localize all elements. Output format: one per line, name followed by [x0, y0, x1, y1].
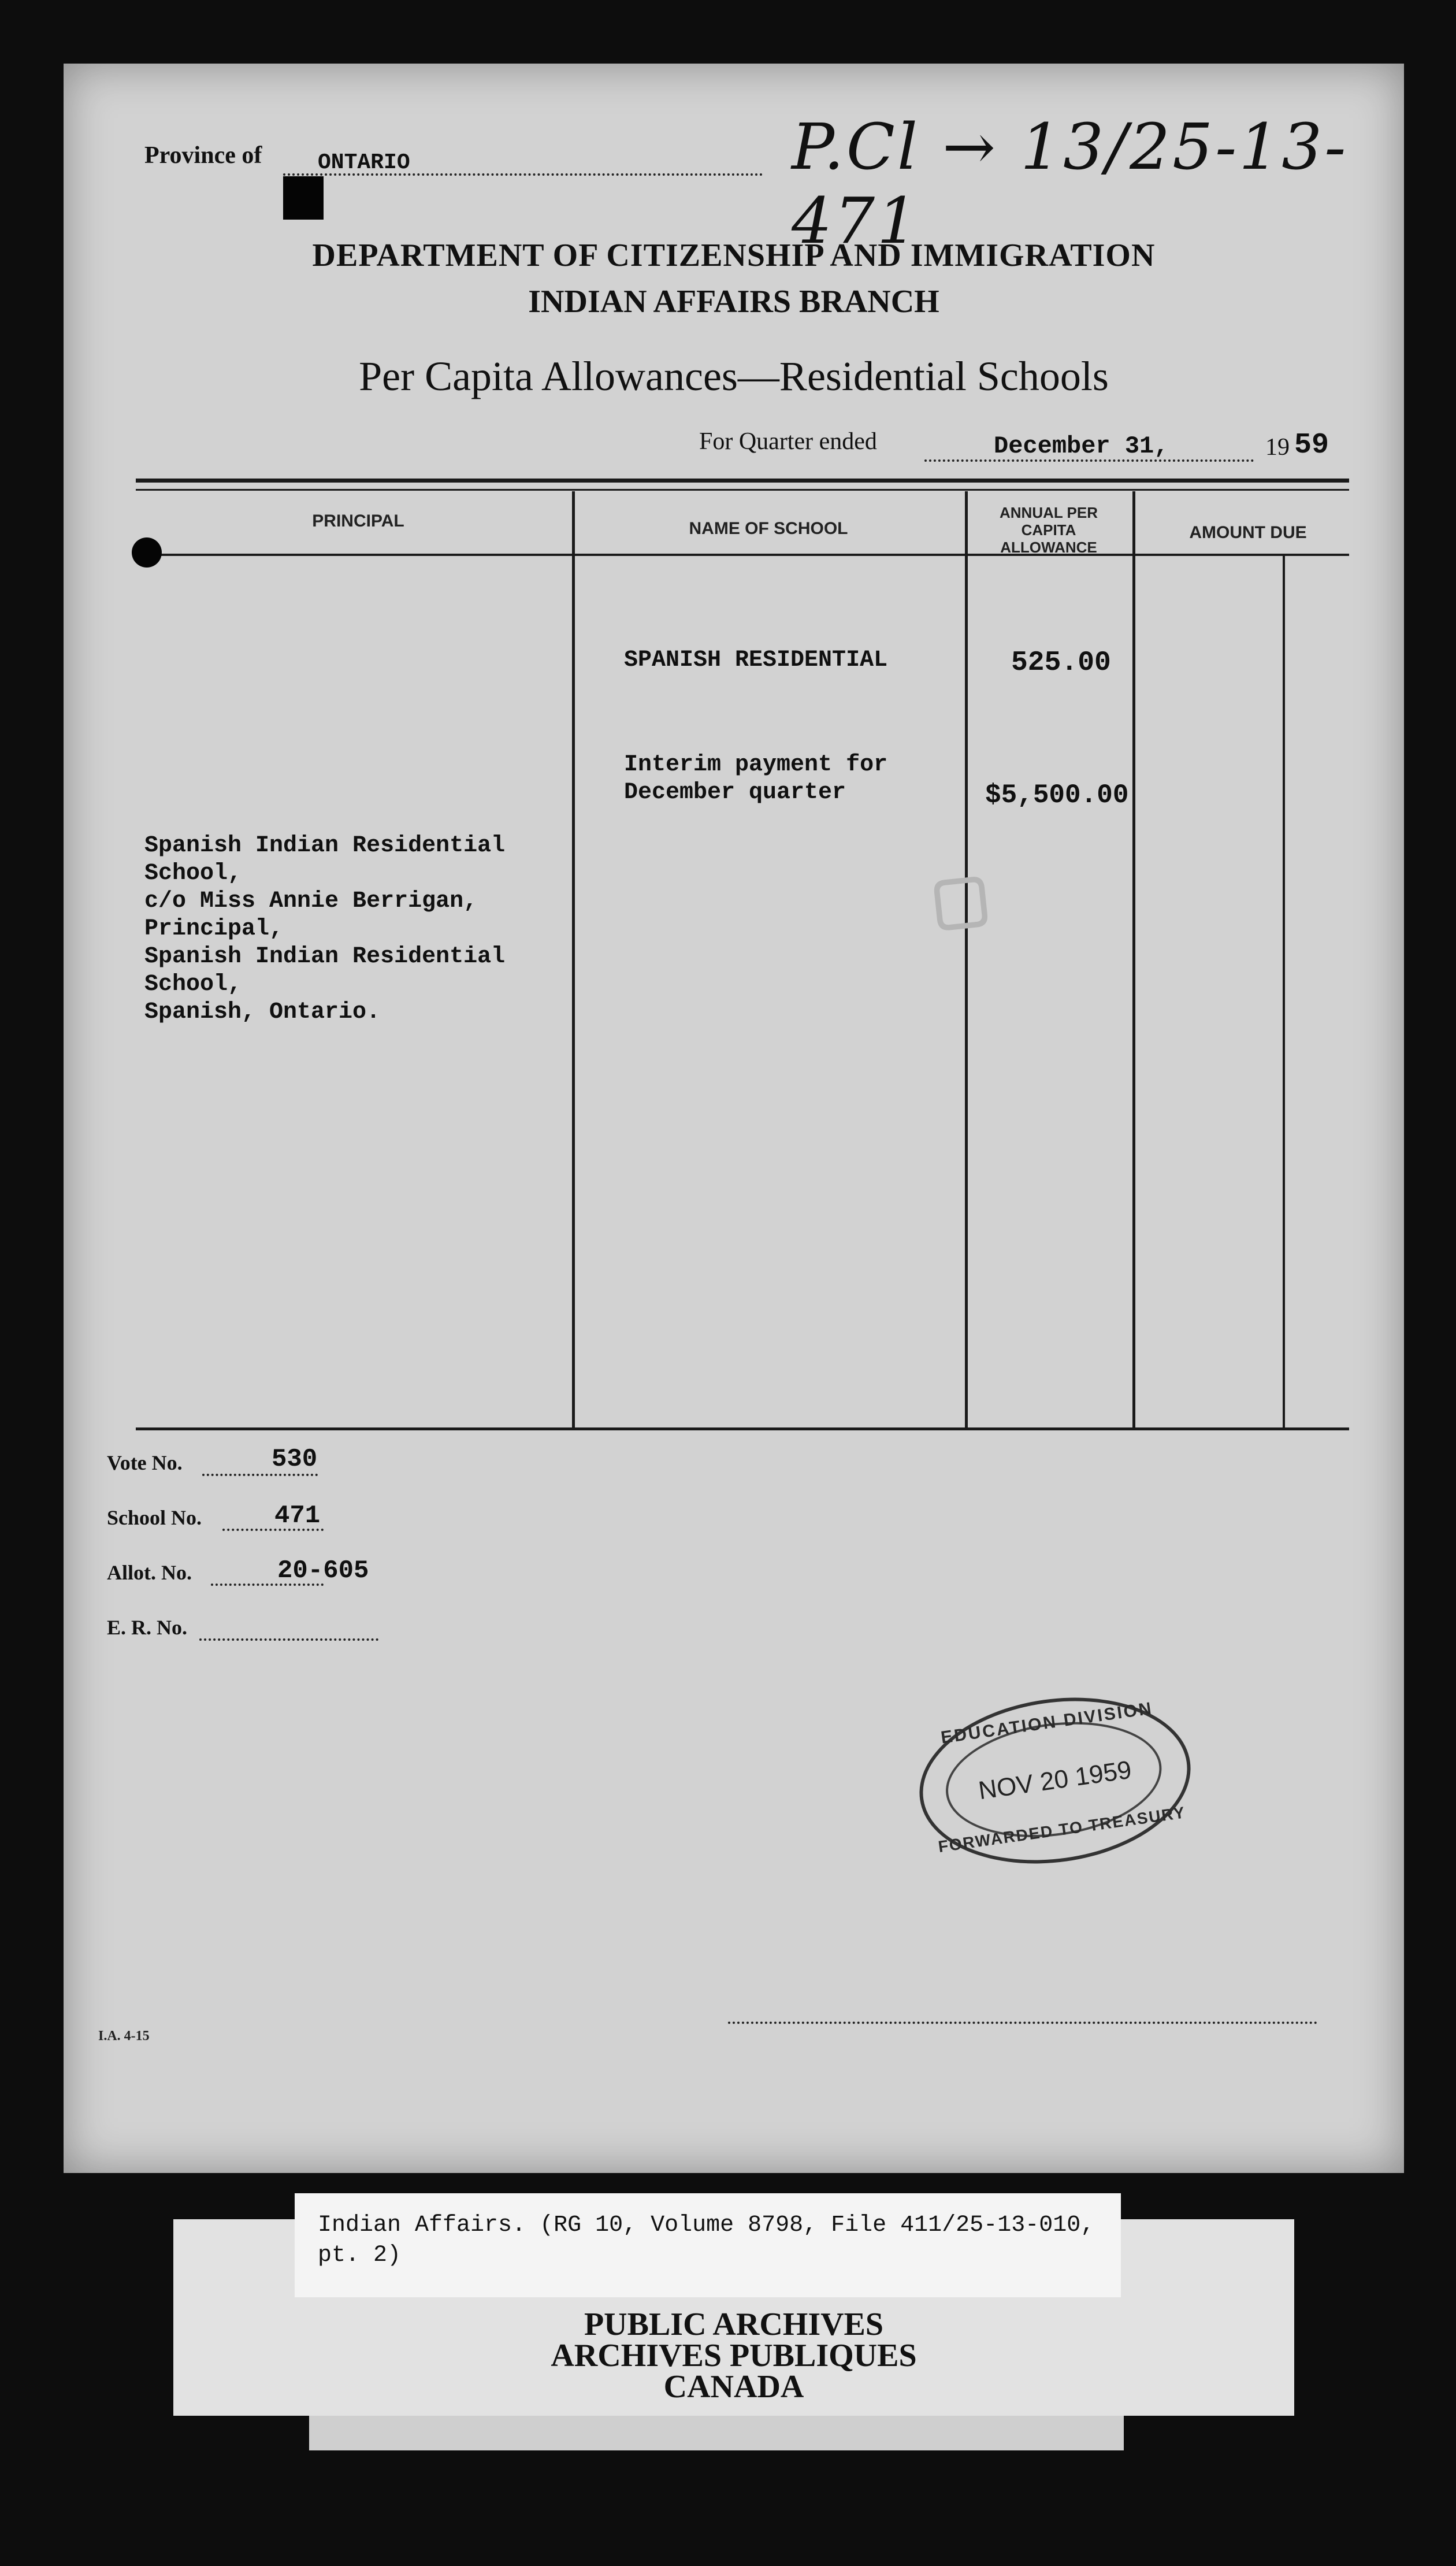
- column-divider-1: [572, 491, 575, 1427]
- vote-value: 530: [272, 1445, 318, 1474]
- header-principal: PRINCIPAL: [312, 511, 404, 531]
- table-bottom-rule: [136, 1427, 1349, 1430]
- handwritten-reference: P.Cl → 13/25-13- 471: [792, 110, 1349, 258]
- header-allowance: ANNUAL PER CAPITA ALLOWANCE: [1000, 504, 1098, 556]
- principal-line: School,: [144, 971, 242, 998]
- table-header-rule: [136, 554, 1349, 556]
- interim-payment-amount: $5,500.00: [985, 780, 1129, 810]
- province-value: ONTARIO: [318, 150, 410, 175]
- hole-punch-dot: [132, 537, 162, 568]
- education-division-stamp: [909, 1681, 1202, 1881]
- quarter-label: For Quarter ended: [699, 428, 877, 455]
- principal-line: c/o Miss Annie Berrigan,: [144, 888, 478, 914]
- principal-line: Spanish, Ontario.: [144, 999, 381, 1025]
- er-label: E. R. No.: [107, 1616, 188, 1639]
- principal-address: [144, 832, 505, 1026]
- form-title: Per Capita Allowances—Residential Schools: [359, 353, 1109, 399]
- column-divider-2: [965, 491, 968, 1427]
- form-code: I.A. 4-15: [98, 2029, 150, 2044]
- stamp-top-text: EDUCATION DIVISION: [939, 1699, 1154, 1748]
- province-label: Province of: [144, 142, 262, 169]
- allot-value: 20-605: [277, 1556, 369, 1585]
- punch-hole-mark: [283, 176, 324, 220]
- signature-dotted-line: [728, 2022, 1317, 2024]
- column-divider-3: [1132, 491, 1135, 1427]
- header-amount-due: AMOUNT DUE: [1189, 523, 1307, 542]
- archive-line-1: PUBLIC ARCHIVES: [584, 2307, 884, 2342]
- vote-dotted-line: [202, 1474, 318, 1476]
- school-no-label: School No.: [107, 1506, 202, 1529]
- table-top-rule: [136, 479, 1349, 483]
- school-no-value: 471: [274, 1501, 321, 1530]
- form-page: [64, 64, 1404, 2173]
- er-dotted-line: [199, 1638, 378, 1641]
- column-divider-4: [1283, 556, 1285, 1427]
- principal-line: Spanish Indian Residential: [144, 944, 506, 970]
- archive-label-bottom-strip: [309, 2416, 1124, 2450]
- quarter-value: December 31,: [994, 432, 1169, 460]
- school-name-cell: SPANISH RESIDENTIAL: [624, 647, 888, 673]
- quarter-year-suffix: 59: [1294, 429, 1329, 462]
- interim-payment-text: Interim payment for December quarter: [624, 752, 888, 806]
- branch-heading: INDIAN AFFAIRS BRANCH: [528, 284, 939, 320]
- allot-label: Allot. No.: [107, 1561, 192, 1584]
- archive-line-2: ARCHIVES PUBLIQUES: [551, 2338, 917, 2374]
- department-heading: DEPARTMENT OF CITIZENSHIP AND IMMIGRATION: [312, 238, 1156, 273]
- quarter-year-prefix: 19: [1265, 434, 1290, 461]
- header-school-name: NAME OF SCHOOL: [689, 519, 848, 538]
- vote-label: Vote No.: [107, 1451, 183, 1474]
- allowance-rate-cell: 525.00: [1011, 647, 1111, 678]
- stamp-date: NOV 20 1959: [976, 1755, 1134, 1805]
- principal-line: Spanish Indian Residential: [144, 833, 506, 859]
- stamp-bottom-text: FORWARDED TO TREASURY: [937, 1803, 1187, 1856]
- archive-reference-text: Indian Affairs. (RG 10, Volume 8798, File 411/25-13-010, pt. 2): [318, 2212, 1095, 2268]
- archive-stamp-text: [173, 2307, 1294, 2405]
- ghost-stamp-mark: ▢: [926, 859, 994, 937]
- archive-line-3: CANADA: [663, 2369, 804, 2405]
- principal-line: School,: [144, 861, 242, 887]
- archive-reference-slip: [295, 2193, 1121, 2297]
- table-top-rule-thin: [136, 489, 1349, 491]
- principal-line: Principal,: [144, 916, 284, 942]
